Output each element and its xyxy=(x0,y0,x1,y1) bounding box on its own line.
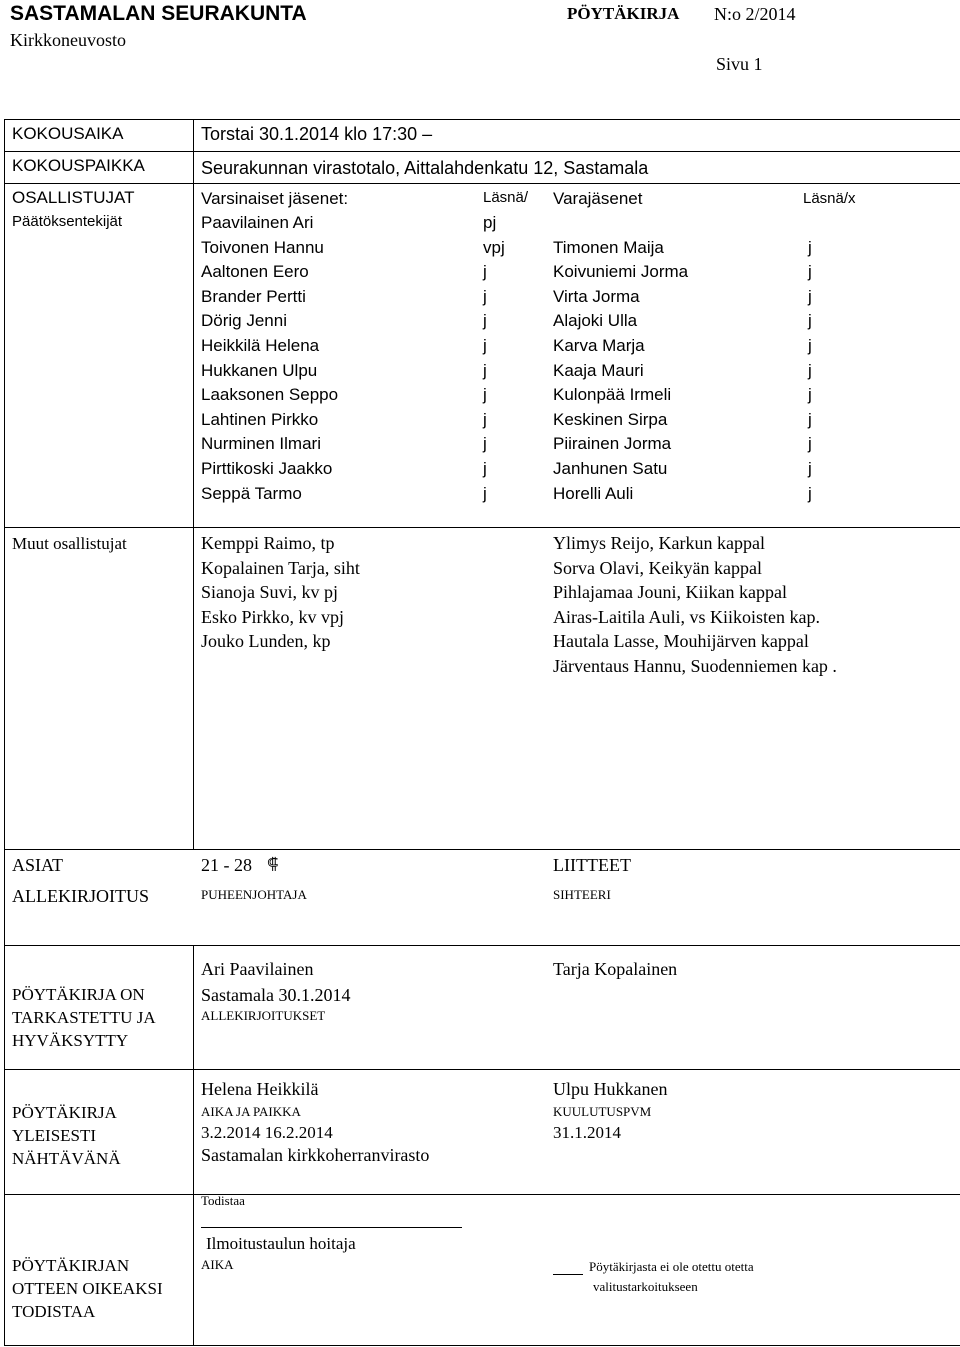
deputy-present: j xyxy=(808,262,812,282)
other-participant: Ylimys Reijo, Karkun kappal xyxy=(553,533,765,553)
reviewer-2: Ulpu Hukkanen xyxy=(553,1079,668,1099)
note-line-1: Pöytäkirjasta ei ole otettu otetta xyxy=(589,1259,754,1274)
member-present: j xyxy=(483,434,487,454)
meeting-place-label: KOKOUSPAIKKA xyxy=(12,156,145,175)
secretary-name: Tarja Kopalainen xyxy=(553,959,678,979)
member-name: Dörig Jenni xyxy=(201,311,287,331)
participants-label: OSALLISTUJAT xyxy=(12,188,135,207)
certify-role: Ilmoitustaulun hoitaja xyxy=(206,1234,356,1253)
time-place-label: AIKA JA PAIKKA xyxy=(201,1104,301,1119)
deputy-present: j xyxy=(808,385,812,405)
deputy-present: j xyxy=(808,286,812,306)
certify-aika: AIKA xyxy=(201,1257,234,1272)
member-name: Seppä Tarmo xyxy=(201,483,302,503)
member-present: j xyxy=(483,336,487,355)
participants-sublabel: Päätöksentekijät xyxy=(12,213,123,230)
secretary-label: SIHTEERI xyxy=(553,887,611,902)
meeting-time-label: KOKOUSAIKA xyxy=(12,124,124,143)
meeting-time-value: Torstai 30.1.2014 klo 17:30 – xyxy=(201,124,433,144)
doc-type: PÖYTÄKIRJA xyxy=(567,4,680,23)
deputy-name: Virta Jorma xyxy=(553,286,640,306)
deputy-present: j xyxy=(808,336,812,355)
member-name: Toivonen Hannu xyxy=(201,237,324,257)
member-present: j xyxy=(483,459,487,478)
public-label-1: PÖYTÄKIRJA xyxy=(12,1103,117,1122)
member-name: Laaksonen Seppo xyxy=(201,385,339,405)
member-name: Pirttikoski Jaakko xyxy=(201,459,333,478)
member-name: Nurminen Ilmari xyxy=(201,434,321,454)
member-present: vpj xyxy=(483,237,505,257)
meeting-place-value: Seurakunnan virastotalo, Aittalahdenkatu 12, Sastamala xyxy=(201,158,649,178)
deputy-present: j xyxy=(808,483,812,503)
deputy-name: Horelli Auli xyxy=(553,483,634,503)
review-label-1: PÖYTÄKIRJA ON xyxy=(12,985,145,1004)
other-participant: Kopalainen Tarja, siht xyxy=(201,557,360,578)
members-header: Varsinaiset jäsenet: xyxy=(201,189,349,208)
note-checkbox-line xyxy=(553,1274,583,1275)
deputy-name: Kulonpää Irmeli xyxy=(553,385,672,405)
doc-number: N:o 2/2014 xyxy=(714,4,796,24)
member-name: Paavilainen Ari xyxy=(201,213,314,232)
public-label-2: YLEISESTI xyxy=(12,1126,97,1145)
other-participant: Airas-Laitila Auli, vs Kiikoisten kap. xyxy=(553,606,820,627)
certify-label-2: OTTEEN OIKEAKSI xyxy=(12,1279,163,1298)
review-label-2: TARKASTETTU JA xyxy=(12,1008,156,1027)
other-participant: Jouko Lunden, kp xyxy=(201,631,331,652)
chair-name: Ari Paavilainen xyxy=(201,959,314,979)
member-name: Brander Pertti xyxy=(201,286,306,306)
member-name: Hukkanen Ulpu xyxy=(201,360,318,380)
other-participant: Pihlajamaa Jouni, Kiikan kappal xyxy=(553,582,787,603)
deputy-name: Janhunen Satu xyxy=(553,459,668,478)
page-number: Sivu 1 xyxy=(716,54,763,74)
certify-label-1: PÖYTÄKIRJAN xyxy=(12,1256,130,1275)
member-present: j xyxy=(483,262,487,282)
member-present: j xyxy=(483,483,487,503)
reviewer-1: Helena Heikkilä xyxy=(201,1079,319,1099)
note-line-2: valitustarkoitukseen xyxy=(593,1279,698,1294)
other-participant: Kemppi Raimo, tp xyxy=(201,533,335,553)
deputy-name: Timonen Maija xyxy=(553,237,664,257)
org-name: SASTAMALAN SEURAKUNTA xyxy=(10,2,307,25)
other-participant: Hautala Lasse, Mouhijärven kappal xyxy=(553,631,809,652)
member-name: Heikkilä Helena xyxy=(201,336,320,355)
announce-label: KUULUTUSPVM xyxy=(553,1104,652,1119)
member-present: j xyxy=(483,409,487,429)
deputy-present: j xyxy=(808,409,812,429)
deputy-present-header: Läsnä/x xyxy=(803,190,856,207)
member-present: pj xyxy=(483,213,497,232)
liitteet-label: LIITTEET xyxy=(553,855,631,875)
public-label-3: NÄHTÄVÄNÄ xyxy=(12,1149,121,1168)
member-present: j xyxy=(483,311,487,331)
asiat-value: 21 - 28 xyxy=(201,855,252,875)
member-present: j xyxy=(483,360,487,380)
deputy-present: j xyxy=(808,459,812,478)
display-dates: 3.2.2014 16.2.2014 xyxy=(201,1123,333,1142)
member-name: Lahtinen Pirkko xyxy=(201,409,319,429)
other-participant: Sianoja Suvi, kv pj xyxy=(201,582,339,603)
signatures-caption: ALLEKIRJOITUKSET xyxy=(201,1008,326,1023)
deputy-name: Alajoki Ulla xyxy=(553,311,638,331)
deputies-header: Varajäsenet xyxy=(553,189,643,208)
todistaa-label: Todistaa xyxy=(201,1193,245,1208)
body-name: Kirkkoneuvosto xyxy=(10,30,126,50)
other-participant: Sorva Olavi, Keikyän kappal xyxy=(553,557,762,578)
member-name: Aaltonen Eero xyxy=(201,262,309,282)
member-present: j xyxy=(483,385,487,405)
other-participant: Esko Pirkko, kv vpj xyxy=(201,606,345,627)
display-place: Sastamalan kirkkoherranvirasto xyxy=(201,1145,430,1165)
deputy-present: j xyxy=(808,434,812,454)
certify-label-3: TODISTAA xyxy=(12,1302,96,1321)
asiat-label: ASIAT xyxy=(12,855,64,875)
deputy-name: Piirainen Jorma xyxy=(553,434,672,454)
deputy-present: j xyxy=(808,360,812,380)
others-label: Muut osallistujat xyxy=(12,534,127,553)
deputy-present: j xyxy=(808,311,812,331)
deputy-name: Kaaja Mauri xyxy=(553,360,644,380)
deputy-present: j xyxy=(808,237,812,257)
deputy-name: Karva Marja xyxy=(553,336,645,355)
deputy-name: Koivuniemi Jorma xyxy=(553,262,689,282)
deputy-name: Keskinen Sirpa xyxy=(553,409,668,429)
review-label-3: HYVÄKSYTTY xyxy=(12,1031,129,1050)
announce-date: 31.1.2014 xyxy=(553,1123,621,1142)
present-header: Läsnä/ xyxy=(483,189,529,206)
review-place-date: Sastamala 30.1.2014 xyxy=(201,985,351,1005)
signatures-label: ALLEKIRJOITUS xyxy=(12,886,149,906)
asiat-mark: ⸿ xyxy=(267,856,279,873)
signature-line xyxy=(201,1227,462,1228)
other-participant: Järventaus Hannu, Suodenniemen kap . xyxy=(553,656,837,676)
chair-label: PUHEENJOHTAJA xyxy=(201,887,307,902)
member-present: j xyxy=(483,286,487,306)
